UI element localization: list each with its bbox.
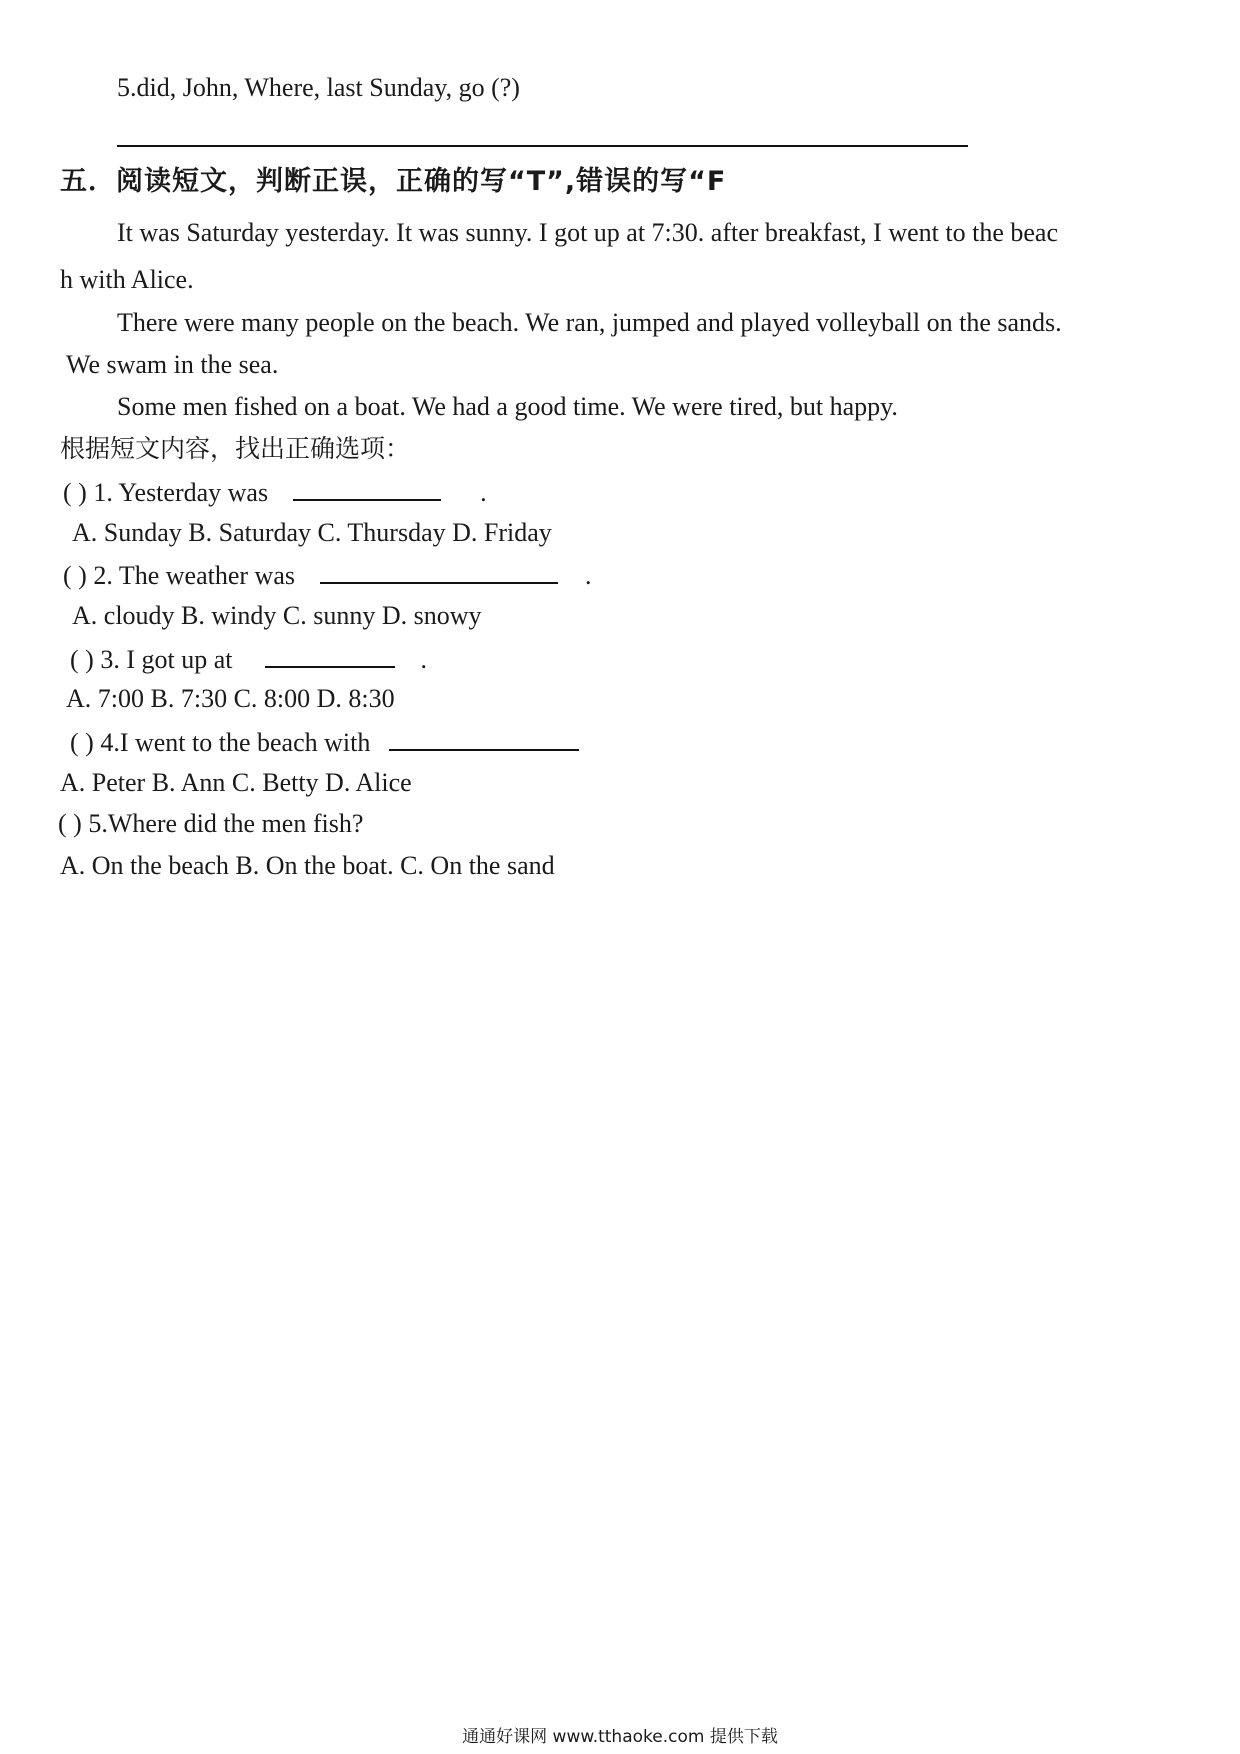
question-4-stem: ( ) 4.I went to the beach with xyxy=(70,728,371,757)
question-3-stem: ( ) 3. I got up at xyxy=(70,645,233,674)
question-1-options: A. Sunday B. Saturday C. Thursday D. Friday xyxy=(72,518,552,547)
instruction: 根据短文内容，找出正确选项： xyxy=(60,434,411,463)
question-1 xyxy=(63,475,487,509)
footer-source: 通通好课网 www.tthaoke.com 提供下载 xyxy=(462,1727,778,1747)
question-4-blank[interactable] xyxy=(389,725,579,751)
passage-paragraph-1-line-2: h with Alice. xyxy=(60,265,194,294)
question-2-period: . xyxy=(584,561,592,590)
question-3-blank[interactable] xyxy=(265,642,395,668)
passage-paragraph-2-line-2: We swam in the sea. xyxy=(66,350,279,379)
question-1-stem: ( ) 1. Yesterday was xyxy=(63,478,269,507)
question-5-options: A. On the beach B. On the boat. C. On the sand xyxy=(60,851,555,880)
passage-paragraph-3-line-1: Some men fished on a boat. We had a good time. We were tired, but happy. xyxy=(117,392,898,421)
question-1-blank[interactable] xyxy=(293,475,441,501)
passage-paragraph-2-line-1: There were many people on the beach. We ran, jumped and played volleyball on the sands. xyxy=(117,308,1062,337)
question-4-options: A. Peter B. Ann C. Betty D. Alice xyxy=(60,768,412,797)
question-4 xyxy=(70,725,579,759)
question-2-options: A. cloudy B. windy C. sunny D. snowy xyxy=(72,601,482,630)
passage-paragraph-1-line-1: It was Saturday yesterday. It was sunny. I got up at 7:30. after breakfast, I went to the beac xyxy=(117,218,1058,247)
section-heading: 五．阅读短文，判断正误，正确的写“T”,错误的写“F xyxy=(60,166,727,197)
prev-question-5: 5.did, John, Where, last Sunday, go (?) xyxy=(117,73,520,102)
question-1-period: . xyxy=(480,478,487,507)
question-3 xyxy=(70,642,427,676)
question-5: ( ) 5.Where did the men fish? xyxy=(58,809,364,838)
question-2-stem: ( ) 2. The weather was xyxy=(63,561,295,590)
question-2 xyxy=(63,558,591,592)
question-2-blank[interactable] xyxy=(320,558,558,584)
question-3-period: . xyxy=(420,645,427,674)
question-3-options: A. 7:00 B. 7:30 C. 8:00 D. 8:30 xyxy=(66,684,395,713)
answer-line xyxy=(117,145,968,147)
